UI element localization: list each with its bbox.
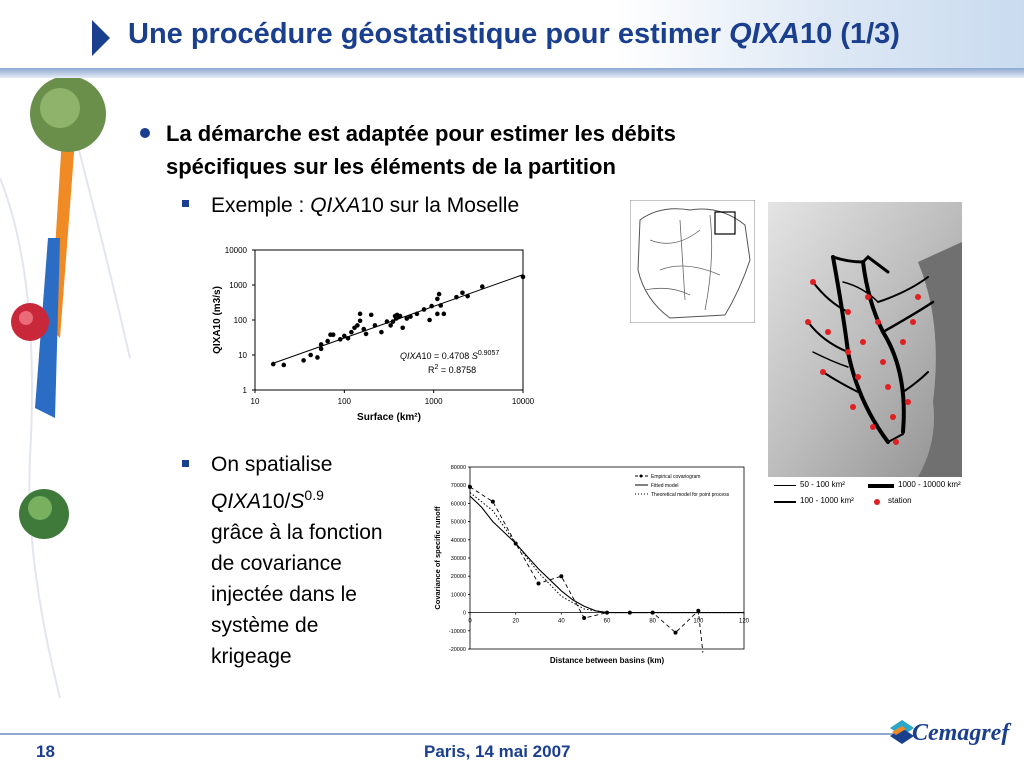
- scatter-point: [480, 284, 485, 289]
- scatter-point: [379, 330, 384, 335]
- empirical-covariogram-point: [537, 581, 541, 585]
- scatter-y-tick-label: 1000: [229, 281, 247, 290]
- scatter-point: [281, 363, 286, 368]
- cemagref-logo-text: Cemagref: [912, 720, 1010, 746]
- covariogram-x-tick-label: 0: [468, 618, 472, 625]
- legend-label: 1000 - 10000 km²: [898, 480, 961, 489]
- scatter-point: [465, 294, 470, 299]
- cemagref-logo-icon: [888, 718, 914, 748]
- scatter-point: [369, 313, 374, 318]
- covariogram-x-tick-label: 60: [603, 618, 611, 625]
- scatter-point: [361, 327, 366, 332]
- covariogram-y-tick-label: 10000: [450, 592, 466, 599]
- legend-line-medium: [774, 501, 796, 503]
- main-bullet: La démarche est adaptée pour estimer les débits spécifiques sur les éléments de la partition: [166, 121, 676, 179]
- covariogram-y-tick-label: 30000: [450, 556, 466, 562]
- scatter-y-tick-label: 10: [238, 351, 247, 360]
- scatter-point: [325, 339, 330, 344]
- scatter-x-label: Surface (km²): [357, 412, 421, 423]
- covariogram-x-tick-label: 80: [649, 618, 657, 625]
- covariogram-y-tick-label: -20000: [448, 647, 466, 653]
- france-map: [630, 200, 755, 323]
- empirical-covariogram-point: [582, 616, 586, 620]
- scatter-point: [271, 362, 276, 367]
- legend-label: station: [888, 496, 912, 505]
- decorative-sidebar: [0, 78, 140, 698]
- scatter-y-label: QIXA10 (m3/s): [212, 286, 223, 354]
- covariogram-chart: [430, 460, 755, 670]
- sub-bullet-square-icon: [182, 460, 189, 467]
- title-arrow-icon: [92, 20, 110, 56]
- scatter-point: [315, 355, 320, 360]
- legend-label: 100 - 1000 km²: [800, 496, 854, 505]
- red-sphere-highlight: [19, 311, 33, 325]
- scatter-point: [338, 337, 343, 342]
- scatter-chart: [200, 235, 545, 430]
- covariogram-x-label: Distance between basins (km): [549, 656, 665, 665]
- footer-rule: [0, 733, 900, 735]
- slide-title: Une procédure géostatistique pour estimer QIXA10 (1/3): [128, 18, 900, 50]
- scatter-y-tick-label: 100: [233, 316, 247, 325]
- footer-place-date: Paris, 14 mai 2007: [424, 742, 571, 761]
- scatter-point: [308, 353, 313, 358]
- covariogram-y-tick-label: 0: [462, 610, 466, 617]
- covariogram-x-tick-label: 120: [738, 618, 750, 625]
- scatter-point: [301, 358, 306, 363]
- scatter-point: [415, 312, 420, 317]
- photo-circle-river-highlight: [40, 88, 80, 128]
- scatter-point: [355, 323, 360, 328]
- sub-bullet-spatialise: On spatialise $QIXA10/S^{0.9}$ grâce à la fonction de covariance injectée dans le système de krigeage: [211, 453, 383, 668]
- covariogram-x-tick-label: 100: [693, 618, 704, 625]
- empirical-covariogram-point: [491, 500, 495, 504]
- empirical-covariogram-point: [559, 574, 563, 578]
- covariogram-y-label: Covariance of specific runoff: [433, 506, 442, 610]
- page-number: 18: [36, 742, 55, 761]
- scatter-x-tick-label: 100: [337, 397, 352, 406]
- scatter-point: [349, 330, 354, 335]
- moselle-basin-map: [768, 202, 962, 477]
- scatter-formula: QIXA10 = 0.4708 $S^{0.9057}$: [400, 350, 500, 361]
- title-underline: [0, 68, 1024, 78]
- scatter-point: [385, 319, 390, 324]
- covariogram-x-tick-label: 40: [557, 618, 565, 625]
- scatter-point: [435, 312, 440, 317]
- scatter-point: [460, 290, 465, 295]
- scatter-point: [319, 347, 324, 352]
- covariogram-y-tick-label: -10000: [448, 628, 466, 635]
- bullet-dot-icon: [140, 128, 150, 138]
- scatter-point: [398, 314, 403, 319]
- scatter-point: [400, 325, 405, 330]
- scatter-x-tick-label: 1000: [424, 397, 443, 406]
- scatter-point: [442, 312, 447, 317]
- scatter-point: [422, 307, 427, 312]
- scatter-plot-frame: [255, 250, 523, 390]
- covariogram-x-tick-label: 20: [512, 618, 520, 625]
- empirical-covariogram-point: [468, 485, 472, 489]
- covariogram-y-tick-label: 20000: [450, 574, 466, 581]
- scatter-x-tick-label: 10000: [511, 397, 535, 406]
- legend-label: 50 - 100 km²: [800, 480, 845, 489]
- empirical-covariogram-point: [674, 631, 678, 635]
- legend-line-thin: [774, 485, 796, 486]
- covariogram-y-tick-label: 80000: [450, 465, 466, 471]
- scatter-point: [364, 332, 369, 337]
- covariogram-y-tick-label: 40000: [450, 537, 466, 544]
- covariogram-y-tick-label: 50000: [450, 519, 466, 526]
- scatter-point: [437, 292, 442, 297]
- scatter-point: [373, 323, 378, 328]
- scatter-point: [454, 295, 459, 300]
- scatter-y-tick-label: 10000: [224, 246, 247, 255]
- sub-bullet-example: Exemple : QIXA10 sur la Moselle: [211, 194, 520, 217]
- scatter-point: [408, 314, 413, 319]
- scatter-point: [319, 342, 324, 347]
- scatter-point: [358, 312, 363, 317]
- scatter-point: [427, 318, 432, 323]
- scatter-point: [388, 323, 393, 328]
- scatter-point: [521, 275, 526, 280]
- scatter-y-tick-label: 1: [242, 386, 247, 395]
- map-legend: [768, 478, 962, 518]
- scatter-point: [331, 332, 336, 337]
- scatter-point: [435, 297, 440, 302]
- legend-theoretical: Theoretical model for point process: [651, 492, 730, 498]
- scatter-point: [358, 318, 363, 323]
- scatter-r2: $R^2 = 0.8758$: [428, 364, 477, 375]
- photo-circle-forest-highlight: [28, 496, 52, 520]
- legend-empirical: Empirical covariogram: [651, 474, 701, 480]
- covariogram-y-tick-label: 60000: [450, 501, 466, 508]
- scatter-point: [429, 304, 434, 309]
- covariogram-y-tick-label: 70000: [450, 483, 466, 490]
- legend-line-thick: [868, 484, 894, 488]
- scatter-point: [346, 336, 351, 341]
- sub-bullet-square-icon: [182, 200, 189, 207]
- scatter-point: [438, 303, 443, 308]
- legend-station-dot: [874, 499, 880, 505]
- legend-fitted: Fitted model: [651, 483, 679, 489]
- scatter-x-tick-label: 10: [250, 397, 260, 406]
